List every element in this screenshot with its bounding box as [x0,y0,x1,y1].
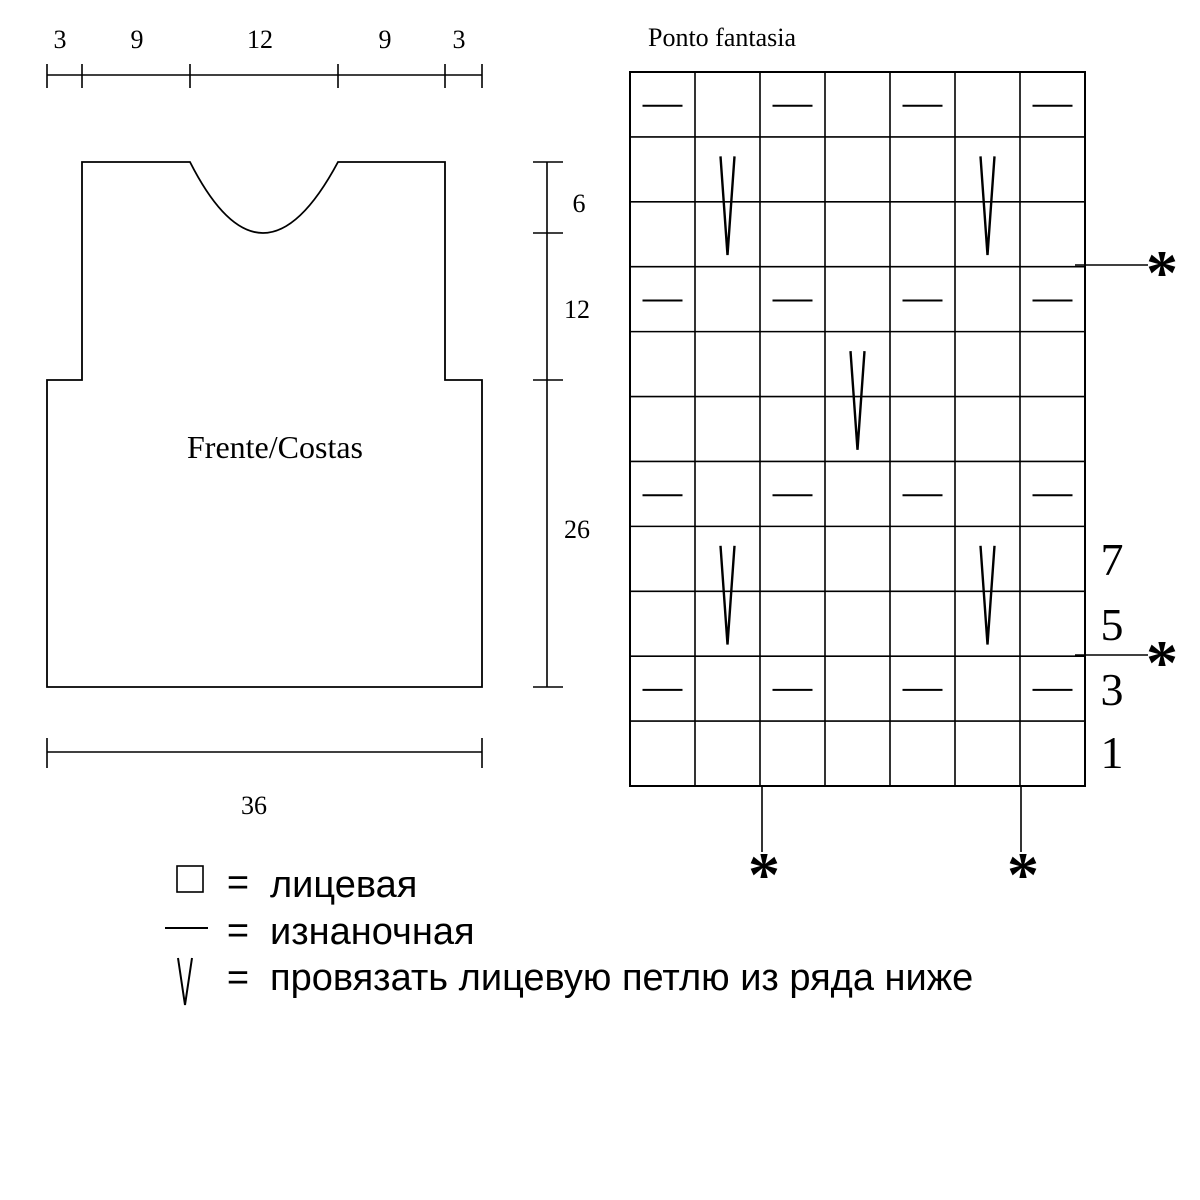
bottom-dimension-line [47,738,482,768]
row-number-7: 7 [1100,534,1124,585]
right-dim-body: 26 [564,515,590,544]
top-dim-right-strap: 9 [378,25,392,54]
legend-text-knit: лицевая [270,864,418,906]
top-dim-neck: 12 [247,25,273,54]
garment-outline [47,162,482,687]
top-dim-right-shoulder: 3 [452,25,466,54]
panel-label: Frente/Costas [187,429,363,465]
knit-below-v-icon [178,958,192,1005]
row-number-5: 5 [1100,599,1124,650]
knit-below-stitch-mark [721,546,735,645]
stitch-chart-grid [630,72,1085,786]
legend [165,862,973,1005]
knit-square-icon [177,866,203,892]
bottom-dim-width: 36 [241,791,267,820]
knit-below-stitch-mark [851,351,865,450]
repeat-marker-upper-right: * [1146,237,1178,308]
repeat-marker-lower-right: * [1146,627,1178,698]
knit-below-stitch-mark [981,546,995,645]
right-dim-neck-depth: 6 [572,189,586,218]
top-dimension-line [47,64,482,88]
stitch-chart-symbols [643,106,1073,690]
top-dim-left-strap: 9 [130,25,144,54]
top-dim-left-shoulder: 3 [53,25,67,54]
chart-border [630,72,1085,786]
row-number-1: 1 [1100,727,1124,778]
knit-below-stitch-mark [721,156,735,255]
legend-eq-knit: = [226,862,250,904]
legend-text-knit-below: провязать лицевую петлю из ряда ниже [270,957,974,999]
right-dim-armhole: 12 [564,295,590,324]
chart-title: Ponto fantasia [648,23,797,52]
repeat-marker-bottom-left: * [748,839,780,910]
legend-eq-knit-below: = [226,957,250,999]
legend-eq-purl: = [226,910,250,952]
legend-text-purl: изнаночная [270,911,475,953]
knit-below-stitch-mark [981,156,995,255]
right-dimension-line [533,162,563,687]
row-number-3: 3 [1100,664,1124,715]
repeat-marker-bottom-right: * [1007,839,1039,910]
